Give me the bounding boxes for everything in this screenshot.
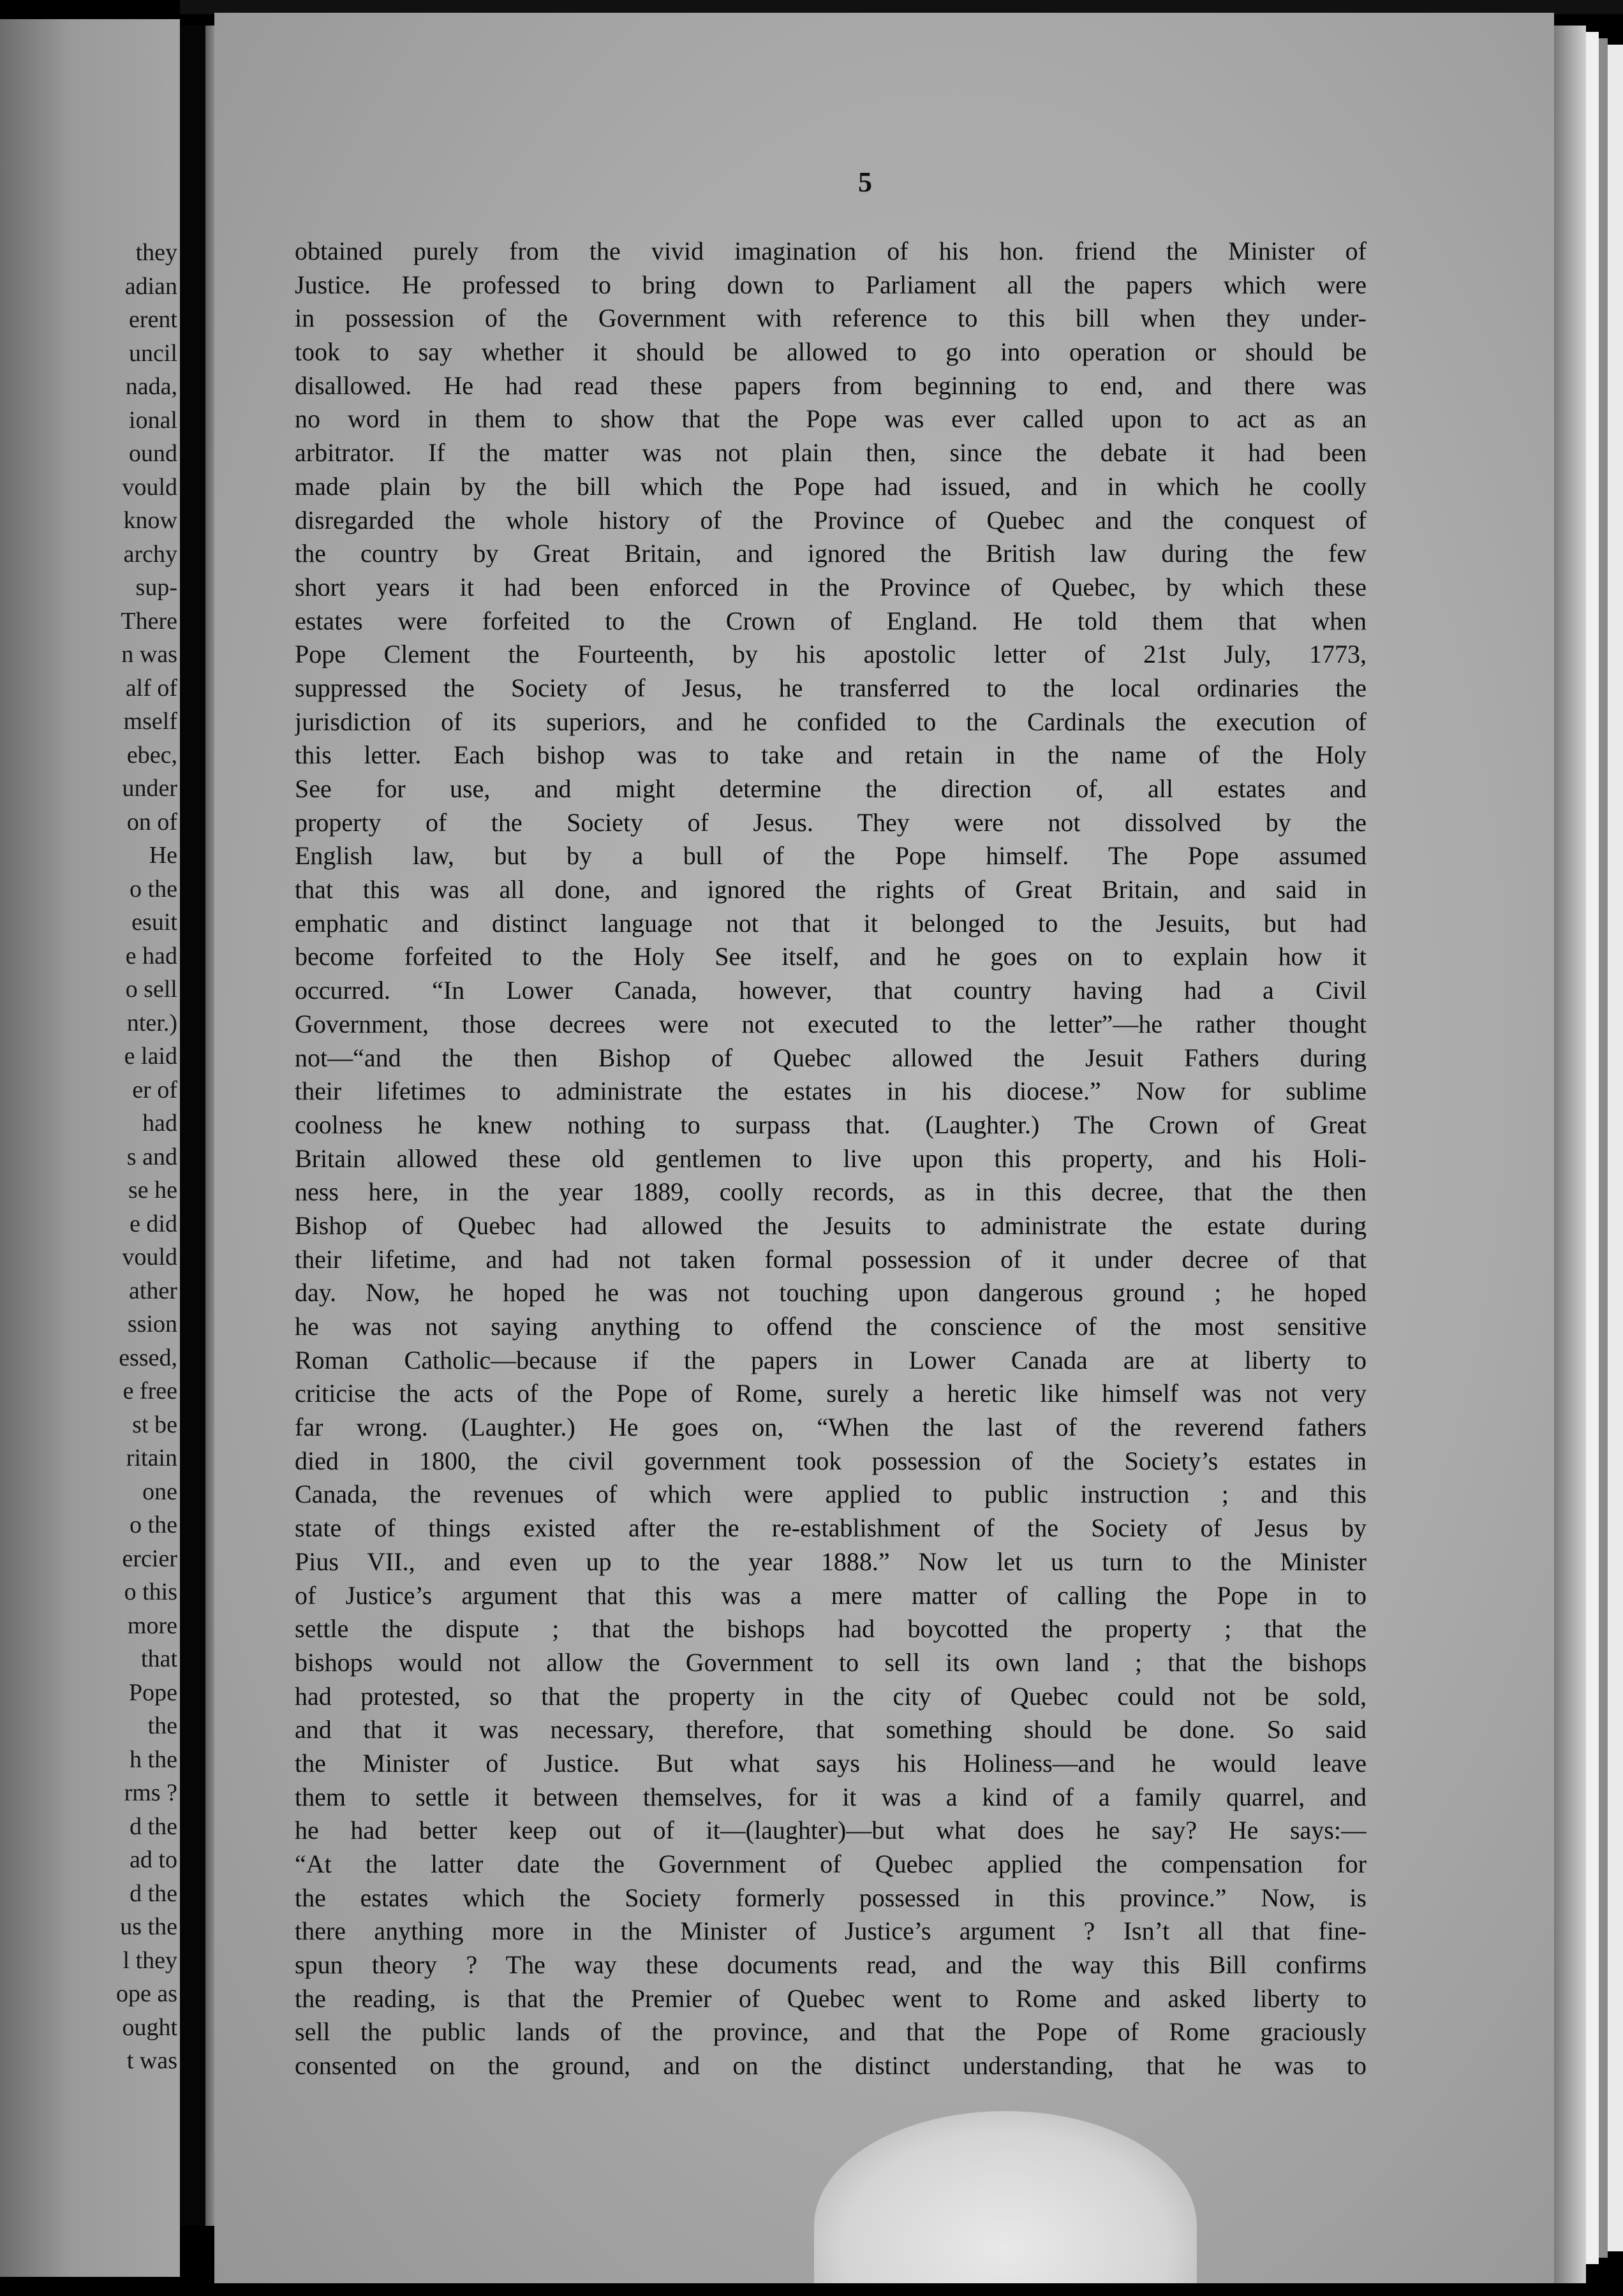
facing-page-line: s and: [126, 1143, 177, 1170]
text-line: of Justice’s argument that this was a mere matter of calling the Pope in to: [295, 1580, 1367, 1610]
facing-page-line: ound: [129, 440, 177, 467]
facing-page-line: There: [121, 607, 177, 635]
page-edge: [1599, 38, 1608, 2258]
book-gutter: [180, 26, 205, 2226]
text-line: the reading, is that the Premier of Quebec went to Rome and asked liberty to: [295, 1983, 1367, 2013]
text-line: he had better keep out of it—(laughter)—but what does he say? He says:—: [295, 1816, 1367, 1845]
scan-top-border: [180, 0, 1623, 14]
text-line: them to settle it between themselves, for it was a kind of a family quarrel, and: [295, 1782, 1367, 1811]
text-line: jurisdiction of its superiors, and he confided to the Cardinals the execution of: [295, 707, 1367, 736]
facing-page-line: alf of: [125, 674, 177, 702]
text-line: obtained purely from the vivid imagination of his hon. friend the Minister of: [295, 237, 1367, 265]
text-line: Pius VII., and even up to the year 1888.” Now let us turn to the Minister: [295, 1547, 1367, 1576]
text-line: suppressed the Society of Jesus, he transferred to the local ordinaries the: [295, 673, 1367, 702]
text-line: ness here, in the year 1889, coolly records, as in this decree, that the then: [295, 1177, 1367, 1207]
facing-page-line: essed,: [119, 1344, 177, 1371]
text-line: had protested, so that the property in the city of Quebec could not be sold,: [295, 1681, 1367, 1711]
text-line: become forfeited to the Holy See itself, and he goes on to explain how it: [295, 942, 1367, 971]
facing-page-line: d the: [130, 1880, 177, 1907]
page-edge: [1586, 32, 1599, 2264]
text-line: Canada, the revenues of which were applied to public instruction ; and this: [295, 1480, 1367, 1509]
facing-page-line: under: [122, 775, 177, 802]
text-line: bishops would not allow the Government to sell its own land ; that the bishops: [295, 1647, 1367, 1677]
text-line: estates were forfeited to the Crown of England. He told them that when: [295, 606, 1367, 635]
facing-page-line: one: [142, 1478, 177, 1505]
facing-page-line: the: [147, 1712, 177, 1739]
facing-page-line: ional: [129, 406, 177, 434]
text-line: took to say whether it should be allowed to go into operation or should be: [295, 337, 1367, 367]
facing-page-line: rms ?: [124, 1779, 177, 1806]
facing-page-line: more: [127, 1612, 177, 1639]
facing-page-line: mself: [123, 708, 177, 735]
facing-page-line: e free: [122, 1378, 177, 1404]
text-line: Pope Clement the Fourteenth, by his apostolic letter of 21st July, 1773,: [295, 640, 1367, 669]
facing-page-line: they: [135, 239, 177, 266]
facing-page-fragment: [0, 19, 180, 2277]
facing-page-text: [11, 236, 177, 2078]
text-line: not—“and the then Bishop of Quebec allowed the Jesuit Fathers during: [295, 1043, 1367, 1072]
text-line: the estates which the Society formerly possessed in this province.” Now, is: [295, 1883, 1367, 1912]
text-line: occurred. “In Lower Canada, however, that country having had a Civil: [295, 976, 1367, 1005]
facing-page-line: ought: [122, 2013, 177, 2041]
text-line: that this was all done, and ignored the rights of Great Britain, and said in: [295, 875, 1367, 904]
facing-page-line: vould: [122, 1244, 177, 1270]
page-edge: [1554, 26, 1586, 2283]
text-line: day. Now, he hoped he was not touching upon dangerous ground ; he hoped: [295, 1278, 1367, 1307]
text-line: he was not saying anything to offend the conscience of the most sensitive: [295, 1312, 1367, 1341]
facing-page-line: know: [123, 507, 177, 534]
text-line: Justice. He professed to bring down to Parliament all the papers which were: [295, 270, 1367, 299]
facing-page-line: ope as: [115, 1980, 177, 2007]
facing-page-line: er of: [132, 1076, 177, 1103]
facing-page-line: se he: [128, 1177, 177, 1203]
facing-page-line: ad to: [130, 1846, 177, 1873]
facing-page-line: that: [141, 1645, 177, 1672]
text-line: and that it was necessary, therefore, that something should be done. So said: [295, 1715, 1367, 1744]
text-line: See for use, and might determine the direction of, all estates and: [295, 774, 1367, 803]
page-edge: [1608, 45, 1623, 2251]
text-line: disallowed. He had read these papers from beginning to end, and there was: [295, 371, 1367, 400]
facing-page-line: sup-: [135, 574, 177, 601]
text-line: their lifetimes to administrate the estates in his diocese.” Now for sublime: [295, 1077, 1367, 1106]
facing-page-line: ssion: [127, 1311, 177, 1337]
facing-page-line: h the: [130, 1746, 177, 1773]
text-line: property of the Society of Jesus. They were not dissolved by the: [295, 807, 1367, 837]
facing-page-line: Pope: [129, 1679, 177, 1706]
text-line: “At the latter date the Government of Quebec applied the compensation for: [295, 1850, 1367, 1878]
text-line: the Minister of Justice. But what says his Holiness—and he would leave: [295, 1748, 1367, 1777]
text-line: spun theory ? The way these documents read, and the way this Bill confirms: [295, 1950, 1367, 1980]
text-line: made plain by the bill which the Pope had issued, and in which he coolly: [295, 471, 1367, 501]
facing-page-line: e laid: [124, 1043, 177, 1070]
text-line: Britain allowed these old gentlemen to live upon this property, and his Holi-: [295, 1144, 1367, 1173]
text-line: their lifetime, and had not taken formal possession of it under decree of that: [295, 1244, 1367, 1274]
body-text: [295, 235, 1367, 2083]
facing-page-line: ritain: [126, 1445, 177, 1471]
gutter-shadow: [205, 26, 214, 2226]
facing-page-line: d the: [130, 1813, 177, 1840]
facing-page-line: nada,: [125, 373, 177, 400]
text-line: coolness he knew nothing to surpass that. (Laughter.) The Crown of Great: [295, 1110, 1367, 1139]
facing-page-line: vould: [122, 473, 177, 501]
facing-page-line: had: [142, 1110, 177, 1137]
paper-damage-mark: [814, 2111, 1197, 2283]
text-line: English law, but by a bull of the Pope himself. The Pope assumed: [295, 841, 1367, 871]
text-line: this letter. Each bishop was to take and retain in the name of the Holy: [295, 740, 1367, 770]
facing-page-line: e had: [125, 942, 177, 969]
facing-page-line: He: [149, 842, 177, 869]
text-line: no word in them to show that the Pope was ever called upon to act as an: [295, 404, 1367, 434]
text-line: Bishop of Quebec had allowed the Jesuits to administrate the estate during: [295, 1211, 1367, 1240]
facing-page-line: e did: [130, 1210, 177, 1237]
facing-page-line: o the: [130, 1512, 177, 1538]
text-line: there anything more in the Minister of Justice’s argument ? Isn’t all that fine-: [295, 1917, 1367, 1946]
text-line: settle the dispute ; that the bishops had boycotted the property ; that the: [295, 1614, 1367, 1644]
facing-page-line: nter.): [126, 1009, 177, 1036]
facing-page-line: archy: [123, 540, 177, 568]
facing-page-line: ather: [129, 1277, 177, 1304]
facing-page-line: erent: [129, 306, 177, 333]
text-line: Roman Catholic—because if the papers in Lower Canada are at liberty to: [295, 1345, 1367, 1374]
facing-page-line: ebec,: [126, 741, 177, 769]
facing-page-line: o sell: [125, 976, 177, 1003]
facing-page-line: o the: [130, 875, 177, 902]
text-line: sell the public lands of the province, and that the Pope of Rome graciously: [295, 2017, 1367, 2047]
text-line: emphatic and distinct language not that it belonged to the Jesuits, but had: [295, 908, 1367, 938]
text-line: state of things existed after the re-establishment of the Society of Jesus by: [295, 1513, 1367, 1543]
text-line: arbitrator. If the matter was not plain then, since the debate it had been: [295, 438, 1367, 467]
facing-page-line: adian: [124, 272, 177, 300]
text-line: short years it had been enforced in the Province of Quebec, by which these: [295, 572, 1367, 601]
facing-page-line: on of: [126, 808, 177, 835]
text-line: consented on the ground, and on the distinct understanding, that he was to: [295, 2051, 1367, 2080]
text-line: died in 1800, the civil government took possession of the Society’s estates in: [295, 1446, 1367, 1475]
facing-page-line: ercier: [122, 1545, 177, 1572]
page-number: 5: [858, 166, 872, 198]
facing-page-line: l they: [122, 1946, 177, 1974]
text-line: criticise the acts of the Pope of Rome, surely a heretic like himself was not very: [295, 1379, 1367, 1408]
facing-page-line: t was: [126, 2047, 177, 2074]
text-line: the country by Great Britain, and ignored the British law during the few: [295, 539, 1367, 568]
facing-page-line: us the: [120, 1913, 177, 1940]
facing-page-line: n was: [121, 641, 177, 668]
text-line: in possession of the Government with reference to this bill when they under-: [295, 304, 1367, 333]
document-page: [214, 13, 1554, 2283]
facing-page-line: esuit: [131, 909, 177, 936]
facing-page-line: uncil: [129, 339, 177, 367]
facing-page-line: o this: [124, 1578, 177, 1605]
facing-page-line: st be: [132, 1411, 177, 1438]
text-line: Government, those decrees were not executed to the letter”—he rather thought: [295, 1009, 1367, 1038]
text-line: disregarded the whole history of the Province of Quebec and the conquest of: [295, 505, 1367, 534]
text-line: far wrong. (Laughter.) He goes on, “When the last of the reverend fathers: [295, 1413, 1367, 1442]
